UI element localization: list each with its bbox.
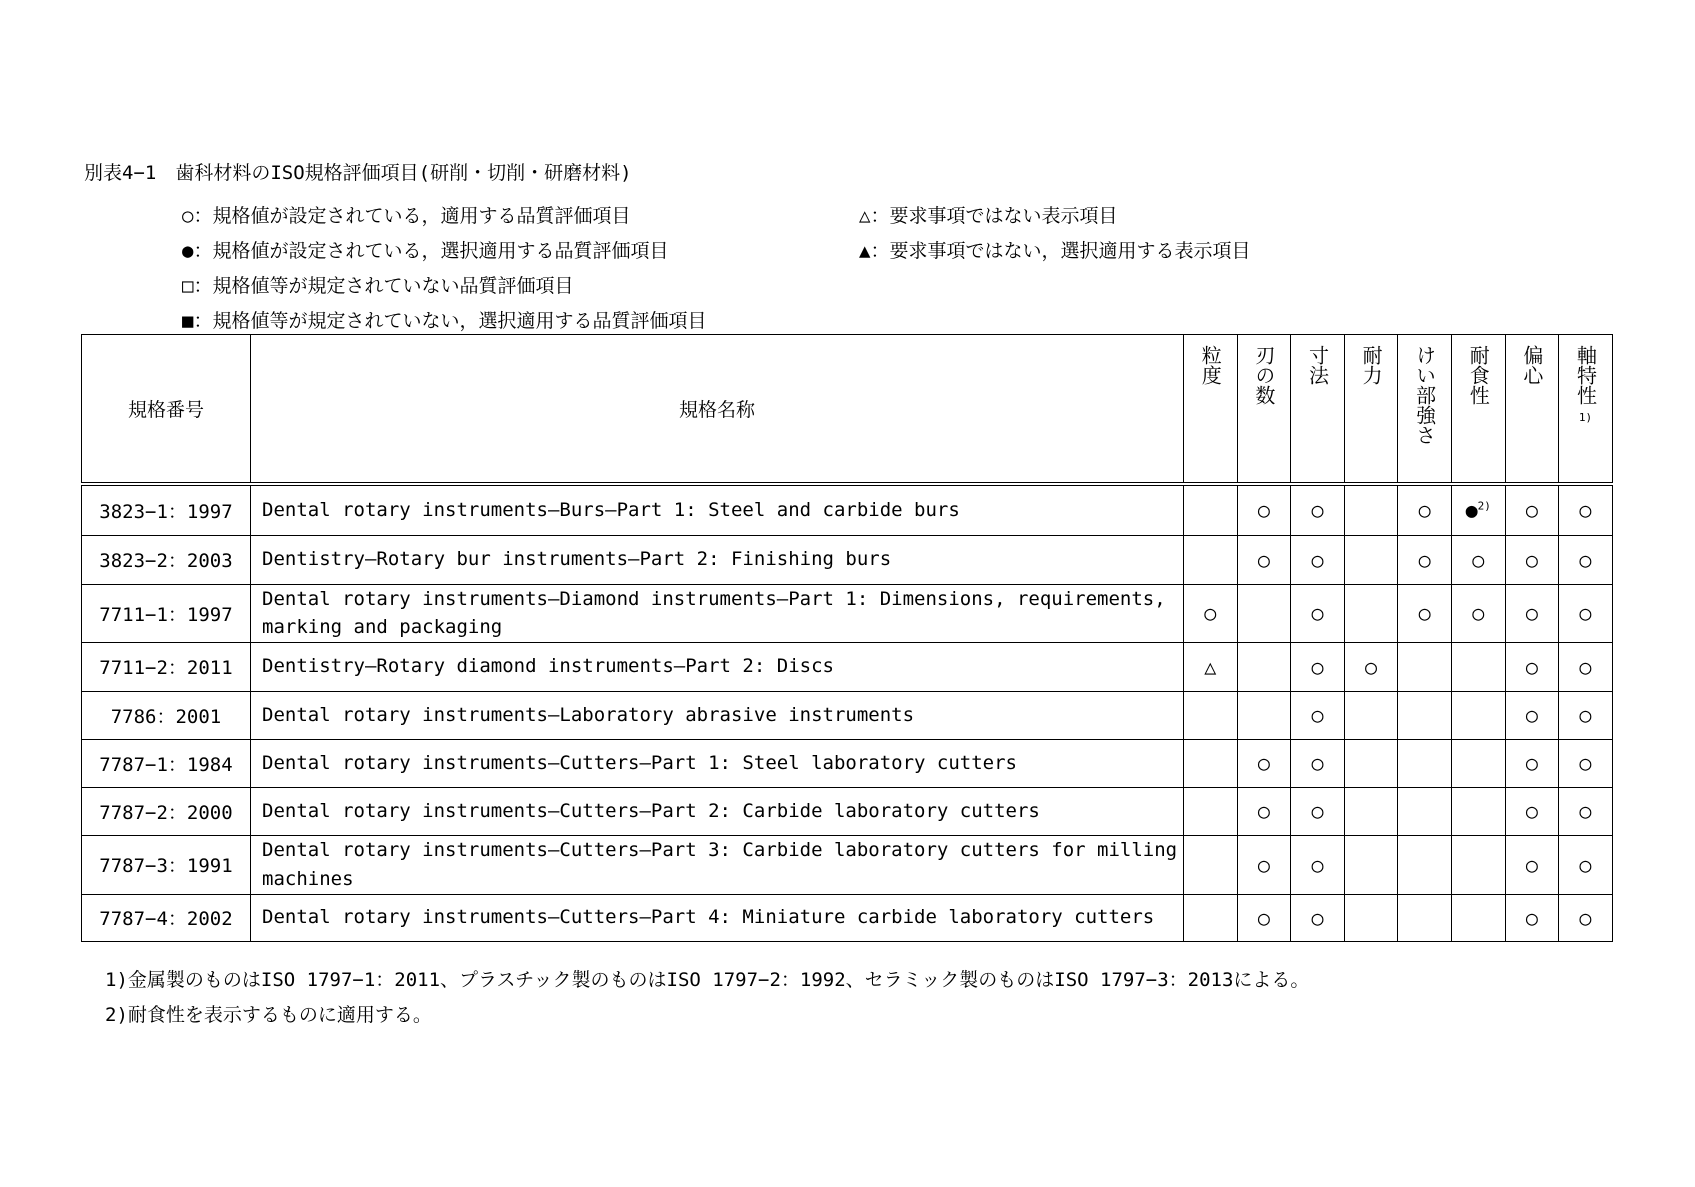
legend-text: ：要求事項ではない，選択適用する表示項目	[870, 240, 1251, 262]
table-row	[82, 739, 1613, 787]
mark-symbol-icon: ○	[1311, 852, 1324, 877]
mark-cell	[1559, 484, 1613, 535]
mark-cell	[1398, 787, 1452, 835]
mark-symbol-icon: ○	[1311, 703, 1324, 727]
mark-symbol-icon: ○	[1525, 905, 1538, 930]
header-footnote-ref: 1)	[1578, 411, 1593, 424]
standard-name: Dentistry—Rotary bur instruments—Part 2: Finishing burs	[251, 535, 1184, 584]
mark-symbol-icon: ○	[1579, 703, 1592, 727]
standard-name: Dental rotary instruments—Burs—Part 1: Steel and carbide burs	[251, 484, 1184, 535]
mark-symbol-icon: ○	[1525, 547, 1538, 572]
footnote-ref: 2)	[1477, 499, 1491, 513]
mark-symbol-icon: ○	[1525, 751, 1538, 775]
mark-cell	[1559, 584, 1613, 642]
standard-number: 7711−2：2011	[82, 642, 251, 691]
header-col-label: 軸特性	[1573, 345, 1598, 405]
standard-number: 3823−1：1997	[82, 484, 251, 535]
mark-symbol-icon: △	[1204, 654, 1217, 679]
mark-symbol-icon: ○	[1579, 654, 1592, 679]
header-col	[1398, 335, 1452, 485]
header-col	[1184, 335, 1238, 485]
mark-cell	[1398, 835, 1452, 894]
mark-cell	[1291, 484, 1345, 535]
mark-cell	[1559, 691, 1613, 739]
mark-cell	[1398, 535, 1452, 584]
table-row	[82, 835, 1613, 894]
footnote-2: 2)耐食性を表示するものに適用する。	[105, 1004, 432, 1026]
mark-cell	[1291, 787, 1345, 835]
mark-symbol-icon: ○	[1311, 498, 1324, 523]
mark-cell	[1451, 787, 1505, 835]
mark-cell	[1559, 835, 1613, 894]
header-col-label: 寸法	[1305, 345, 1330, 385]
mark-cell	[1451, 835, 1505, 894]
mark-symbol-icon: ○	[1472, 601, 1485, 625]
mark-symbol-icon: ○	[1525, 498, 1538, 523]
mark-symbol-icon: ○	[1418, 601, 1431, 625]
mark-symbol-icon: ○	[1311, 601, 1324, 625]
mark-cell	[1344, 584, 1398, 642]
mark-cell	[1237, 691, 1291, 739]
mark-cell	[1291, 642, 1345, 691]
legend-item	[182, 236, 668, 263]
mark-symbol-icon: ○	[1579, 751, 1592, 775]
mark-symbol-icon: ○	[1579, 852, 1592, 877]
mark-cell	[1505, 642, 1559, 691]
mark-symbol-icon: ○	[1311, 654, 1324, 679]
mark-symbol-icon: ○	[1579, 905, 1592, 930]
header-number: 規格番号	[82, 335, 251, 485]
mark-cell	[1559, 787, 1613, 835]
mark-cell	[1237, 894, 1291, 941]
standard-name: Dental rotary instruments—Laboratory abrasive instruments	[251, 691, 1184, 739]
mark-cell	[1398, 691, 1452, 739]
mark-cell	[1559, 894, 1613, 941]
mark-cell	[1451, 484, 1505, 535]
mark-cell	[1184, 894, 1238, 941]
mark-cell	[1505, 535, 1559, 584]
mark-cell	[1505, 835, 1559, 894]
mark-cell	[1344, 739, 1398, 787]
mark-cell	[1505, 739, 1559, 787]
mark-cell	[1237, 787, 1291, 835]
mark-symbol-icon: ○	[1472, 547, 1485, 572]
mark-cell	[1291, 835, 1345, 894]
table-row	[82, 787, 1613, 835]
legend-text: ：規格値等が規定されていない，選択適用する品質評価項目	[193, 310, 707, 332]
header-col	[1505, 335, 1559, 485]
legend-symbol-icon: □	[182, 275, 194, 297]
mark-symbol-icon: ○	[1311, 905, 1324, 930]
mark-cell	[1184, 535, 1238, 584]
mark-symbol-icon: ○	[1204, 601, 1217, 625]
mark-cell	[1291, 535, 1345, 584]
mark-cell	[1559, 739, 1613, 787]
header-col-label: 偏心	[1519, 345, 1544, 385]
header-col	[1237, 335, 1291, 485]
mark-cell	[1505, 787, 1559, 835]
mark-symbol-icon: ○	[1257, 498, 1270, 523]
legend-item	[182, 306, 706, 333]
standard-name: Dental rotary instruments—Cutters—Part 3: Carbide laboratory cutters for milling machines	[251, 835, 1184, 894]
mark-cell	[1344, 835, 1398, 894]
mark-symbol-icon: ○	[1311, 799, 1324, 823]
mark-cell	[1559, 535, 1613, 584]
table-row	[82, 584, 1613, 642]
header-name: 規格名称	[251, 335, 1184, 485]
standard-name: Dentistry—Rotary diamond instruments—Part 2: Discs	[251, 642, 1184, 691]
mark-symbol-icon: ○	[1311, 547, 1324, 572]
mark-symbol-icon: ○	[1525, 703, 1538, 727]
mark-cell	[1237, 535, 1291, 584]
table-title: 別表4−1 歯科材料のISO規格評価項目(研削・切削・研磨材料)	[84, 162, 632, 184]
mark-cell	[1344, 642, 1398, 691]
header-col-label: 粒度	[1198, 345, 1223, 385]
mark-symbol-icon: ○	[1525, 852, 1538, 877]
mark-symbol-icon: ○	[1525, 654, 1538, 679]
mark-cell	[1237, 484, 1291, 535]
standard-name: Dental rotary instruments—Diamond instruments—Part 1: Dimensions, requirements, marking and packaging	[251, 584, 1184, 642]
mark-symbol-icon: ○	[1579, 799, 1592, 823]
table-row	[82, 642, 1613, 691]
mark-cell	[1291, 739, 1345, 787]
mark-symbol-icon: ○	[1418, 547, 1431, 572]
mark-symbol-icon: ○	[1365, 654, 1378, 679]
mark-cell	[1559, 642, 1613, 691]
legend-symbol-icon: ■	[182, 310, 194, 332]
header-col	[1291, 335, 1345, 485]
mark-symbol-icon: ○	[1311, 751, 1324, 775]
mark-symbol-icon: ○	[1525, 799, 1538, 823]
header-col	[1559, 335, 1613, 485]
legend-item	[859, 236, 1250, 263]
legend-symbol-icon: △	[859, 205, 871, 227]
mark-cell	[1237, 584, 1291, 642]
legend-text: ：規格値等が規定されていない品質評価項目	[193, 275, 574, 297]
mark-cell	[1184, 835, 1238, 894]
mark-symbol-icon: ●	[1465, 498, 1478, 523]
mark-cell	[1505, 691, 1559, 739]
mark-cell	[1398, 642, 1452, 691]
mark-symbol-icon: ○	[1257, 905, 1270, 930]
mark-symbol-icon: ○	[1257, 547, 1270, 572]
mark-cell	[1184, 584, 1238, 642]
mark-cell	[1398, 739, 1452, 787]
mark-cell	[1184, 739, 1238, 787]
mark-symbol-icon: ○	[1579, 601, 1592, 625]
mark-cell	[1344, 535, 1398, 584]
legend-item	[859, 201, 1117, 228]
mark-cell	[1344, 787, 1398, 835]
mark-cell	[1184, 484, 1238, 535]
standard-number: 7787−1：1984	[82, 739, 251, 787]
mark-cell	[1184, 787, 1238, 835]
mark-cell	[1451, 535, 1505, 584]
mark-symbol-icon: ○	[1579, 498, 1592, 523]
mark-cell	[1291, 584, 1345, 642]
legend-symbol-icon: ○	[182, 205, 194, 227]
legend-item	[182, 271, 573, 298]
mark-symbol-icon: ○	[1525, 601, 1538, 625]
legend-symbol-icon: ▲	[859, 240, 871, 262]
header-col	[1344, 335, 1398, 485]
mark-cell	[1451, 894, 1505, 941]
mark-cell	[1344, 484, 1398, 535]
standard-name: Dental rotary instruments—Cutters—Part 2: Carbide laboratory cutters	[251, 787, 1184, 835]
mark-cell	[1505, 484, 1559, 535]
header-col-label: 耐力	[1359, 345, 1384, 385]
mark-cell	[1291, 894, 1345, 941]
standard-name: Dental rotary instruments—Cutters—Part 1: Steel laboratory cutters	[251, 739, 1184, 787]
mark-cell	[1237, 642, 1291, 691]
mark-cell	[1505, 584, 1559, 642]
standard-number: 7787−2：2000	[82, 787, 251, 835]
mark-cell	[1237, 835, 1291, 894]
legend-symbol-icon: ●	[182, 240, 194, 262]
iso-standards-table	[81, 334, 1613, 942]
mark-cell	[1398, 584, 1452, 642]
footnote-1: 1)金属製のものはISO 1797−1：2011、プラスチック製のものはISO 1797−2：1992、セラミック製のものはISO 1797−3：2013による。	[105, 969, 1310, 991]
mark-cell	[1451, 739, 1505, 787]
header-col-label: 刃の数	[1251, 345, 1276, 405]
mark-symbol-icon: ○	[1257, 751, 1270, 775]
mark-cell	[1237, 739, 1291, 787]
legend-text: ：規格値が設定されている，選択適用する品質評価項目	[193, 240, 669, 262]
table-row	[82, 535, 1613, 584]
standard-number: 7711−1：1997	[82, 584, 251, 642]
mark-cell	[1344, 894, 1398, 941]
header-col	[1451, 335, 1505, 485]
mark-cell	[1344, 691, 1398, 739]
mark-cell	[1291, 691, 1345, 739]
mark-cell	[1398, 484, 1452, 535]
standard-number: 7787−3：1991	[82, 835, 251, 894]
header-col-label: 耐食性	[1466, 345, 1491, 405]
mark-symbol-icon: ○	[1257, 852, 1270, 877]
mark-cell	[1451, 642, 1505, 691]
standard-number: 3823−2：2003	[82, 535, 251, 584]
mark-cell	[1184, 691, 1238, 739]
table-row	[82, 894, 1613, 941]
mark-cell	[1451, 584, 1505, 642]
standard-number: 7787−4：2002	[82, 894, 251, 941]
mark-symbol-icon: ○	[1418, 498, 1431, 523]
standard-number: 7786：2001	[82, 691, 251, 739]
legend-item	[182, 201, 630, 228]
mark-cell	[1451, 691, 1505, 739]
mark-symbol-icon: ○	[1579, 547, 1592, 572]
legend-text: ：規格値が設定されている，適用する品質評価項目	[193, 205, 631, 227]
mark-cell	[1184, 642, 1238, 691]
table-row	[82, 484, 1613, 535]
legend-text: ：要求事項ではない表示項目	[870, 205, 1118, 227]
mark-symbol-icon: ○	[1257, 799, 1270, 823]
mark-cell	[1505, 894, 1559, 941]
standard-name: Dental rotary instruments—Cutters—Part 4: Miniature carbide laboratory cutters	[251, 894, 1184, 941]
mark-cell	[1398, 894, 1452, 941]
header-col-label: けい部強さ	[1412, 345, 1437, 445]
table-row	[82, 691, 1613, 739]
